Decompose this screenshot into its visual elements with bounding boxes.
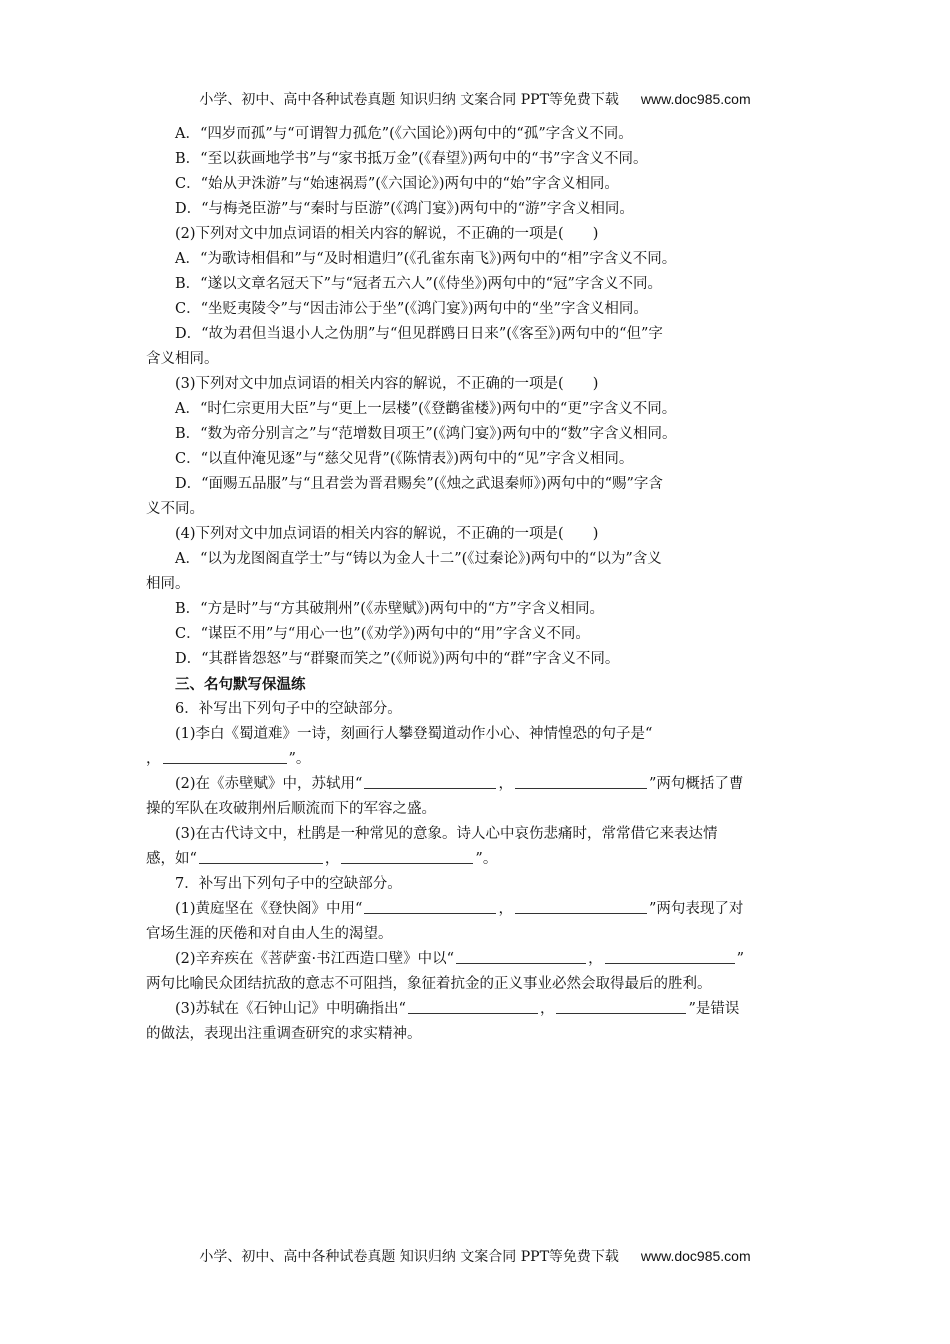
q3-option-c: C．“以直仲淹见逐”与“慈父见背”(《陈情表》)两句中的“见”字含义相同。 xyxy=(175,451,634,467)
answer-blank[interactable] xyxy=(163,749,287,764)
q7-item-2: (2)辛弃疾在《菩萨蛮·书江西造口壁》中以“ ， ” xyxy=(175,951,744,967)
q2-option-b: B．“遂以文章名冠天下”与“冠者五六人”(《侍坐》)两句中的“冠”字含义不同。 xyxy=(175,276,662,292)
answer-blank[interactable] xyxy=(556,999,686,1014)
q6-stem: 6．补写出下列句子中的空缺部分。 xyxy=(175,701,402,717)
q6-item-1: (1)李白《蜀道难》一诗，刻画行人攀登蜀道动作小心、神情惶恐的句子是“ xyxy=(175,726,653,742)
q1-option-d: D．“与梅尧臣游”与“秦时与臣游”(《鸿门宴》)两句中的“游”字含义相同。 xyxy=(175,201,634,217)
q4-option-c: C．“谋臣不用”与“用心一也”(《劝学》)两句中的“用”字含义不同。 xyxy=(175,626,590,642)
q7-stem: 7．补写出下列句子中的空缺部分。 xyxy=(175,876,402,892)
answer-blank[interactable] xyxy=(341,849,473,864)
answer-blank[interactable] xyxy=(364,899,496,914)
q7-item-3-cont: 的做法，表现出注重调查研究的求实精神。 xyxy=(146,1026,422,1042)
q4-option-a: A．“以为龙图阁直学士”与“铸以为金人十二”(《过秦论》)两句中的“以为”含义 xyxy=(175,551,662,567)
page-footer xyxy=(0,1246,950,1266)
answer-blank[interactable] xyxy=(456,949,586,964)
q4-option-d: D．“其群皆怨怒”与“群聚而笑之”(《师说》)两句中的“群”字含义不同。 xyxy=(175,651,620,667)
footer-text: 小学、初中、高中各种试卷真题 知识归纳 文案合同 PPT等免费下载 xyxy=(199,1249,619,1265)
q2-option-a: A．“为歌诗相倡和”与“及时相遣归”(《孔雀东南飞》)两句中的“相”字含义不同。 xyxy=(175,251,677,267)
answer-blank[interactable] xyxy=(515,899,647,914)
q4-option-b: B．“方是时”与“方其破荆州”(《赤壁赋》)两句中的“方”字含义相同。 xyxy=(175,601,604,617)
page-header xyxy=(0,89,950,109)
q1-option-b: B．“至以荻画地学书”与“家书抵万金”(《春望》)两句中的“书”字含义不同。 xyxy=(175,151,648,167)
q3-option-d-cont: 义不同。 xyxy=(146,501,204,517)
q6-item-2: (2)在《赤壁赋》中，苏轼用“ ， ”两句概括了曹 xyxy=(175,776,744,792)
q4-option-a-cont: 相同。 xyxy=(146,576,190,592)
q3-option-b: B．“数为帝分别言之”与“范增数目项王”(《鸿门宴》)两句中的“数”字含义相同。 xyxy=(175,426,677,442)
header-text: 小学、初中、高中各种试卷真题 知识归纳 文案合同 PPT等免费下载 xyxy=(199,92,619,108)
q7-item-1-cont: 官场生涯的厌倦和对自由人生的渴望。 xyxy=(146,926,393,942)
answer-blank[interactable] xyxy=(364,774,496,789)
q4-stem: (4)下列对文中加点词语的相关内容的解说，不正确的一项是( ) xyxy=(175,526,599,542)
q2-option-d-cont: 含义相同。 xyxy=(146,351,219,367)
header-site: www.doc985.com xyxy=(640,91,751,107)
section-heading: 三、名句默写保温练 xyxy=(175,676,306,693)
q2-option-c: C．“坐贬夷陵令”与“因击沛公于坐”(《鸿门宴》)两句中的“坐”字含义相同。 xyxy=(175,301,648,317)
q3-option-a: A．“时仁宗更用大臣”与“更上一层楼”(《登鹳雀楼》)两句中的“更”字含义不同。 xyxy=(175,401,677,417)
q6-item-3: (3)在古代诗文中，杜鹃是一种常见的意象。诗人心中哀伤悲痛时，常常借它来表达情 xyxy=(175,826,718,842)
q6-item-3-cont: 感，如“ ， ”。 xyxy=(146,851,498,867)
answer-blank[interactable] xyxy=(199,849,323,864)
footer-site: www.doc985.com xyxy=(640,1248,751,1264)
q2-option-d: D．“故为君但当退小人之伪朋”与“但见群鸥日日来”(《客至》)两句中的“但”字 xyxy=(175,326,663,342)
q1-option-a: A．“四岁而孤”与“可谓智力孤危”(《六国论》)两句中的“孤”字含义不同。 xyxy=(175,126,633,142)
q7-item-3: (3)苏轼在《石钟山记》中明确指出“ ， ”是错误 xyxy=(175,1001,740,1017)
q3-option-d: D．“面赐五品服”与“且君尝为晋君赐矣”(《烛之武退秦师》)两句中的“赐”字含 xyxy=(175,476,663,492)
document-body xyxy=(146,122,810,1047)
q7-item-2-cont: 两句比喻民众团结抗敌的意志不可阻挡，象征着抗金的正义事业必然会取得最后的胜利。 xyxy=(146,976,712,992)
q6-item-2-cont: 操的军队在攻破荆州后顺流而下的军容之盛。 xyxy=(146,801,436,817)
q1-option-c: C．“始从尹洙游”与“始速祸焉”(《六国论》)两句中的“始”字含义相同。 xyxy=(175,176,619,192)
answer-blank[interactable] xyxy=(408,999,538,1014)
q6-item-1-cont: ， ”。 xyxy=(146,751,311,767)
q3-stem: (3)下列对文中加点词语的相关内容的解说，不正确的一项是( ) xyxy=(175,376,599,392)
answer-blank[interactable] xyxy=(605,949,735,964)
answer-blank[interactable] xyxy=(515,774,647,789)
q7-item-1: (1)黄庭坚在《登快阁》中用“ ， ”两句表现了对 xyxy=(175,901,744,917)
q2-stem: (2)下列对文中加点词语的相关内容的解说，不正确的一项是( ) xyxy=(175,226,599,242)
